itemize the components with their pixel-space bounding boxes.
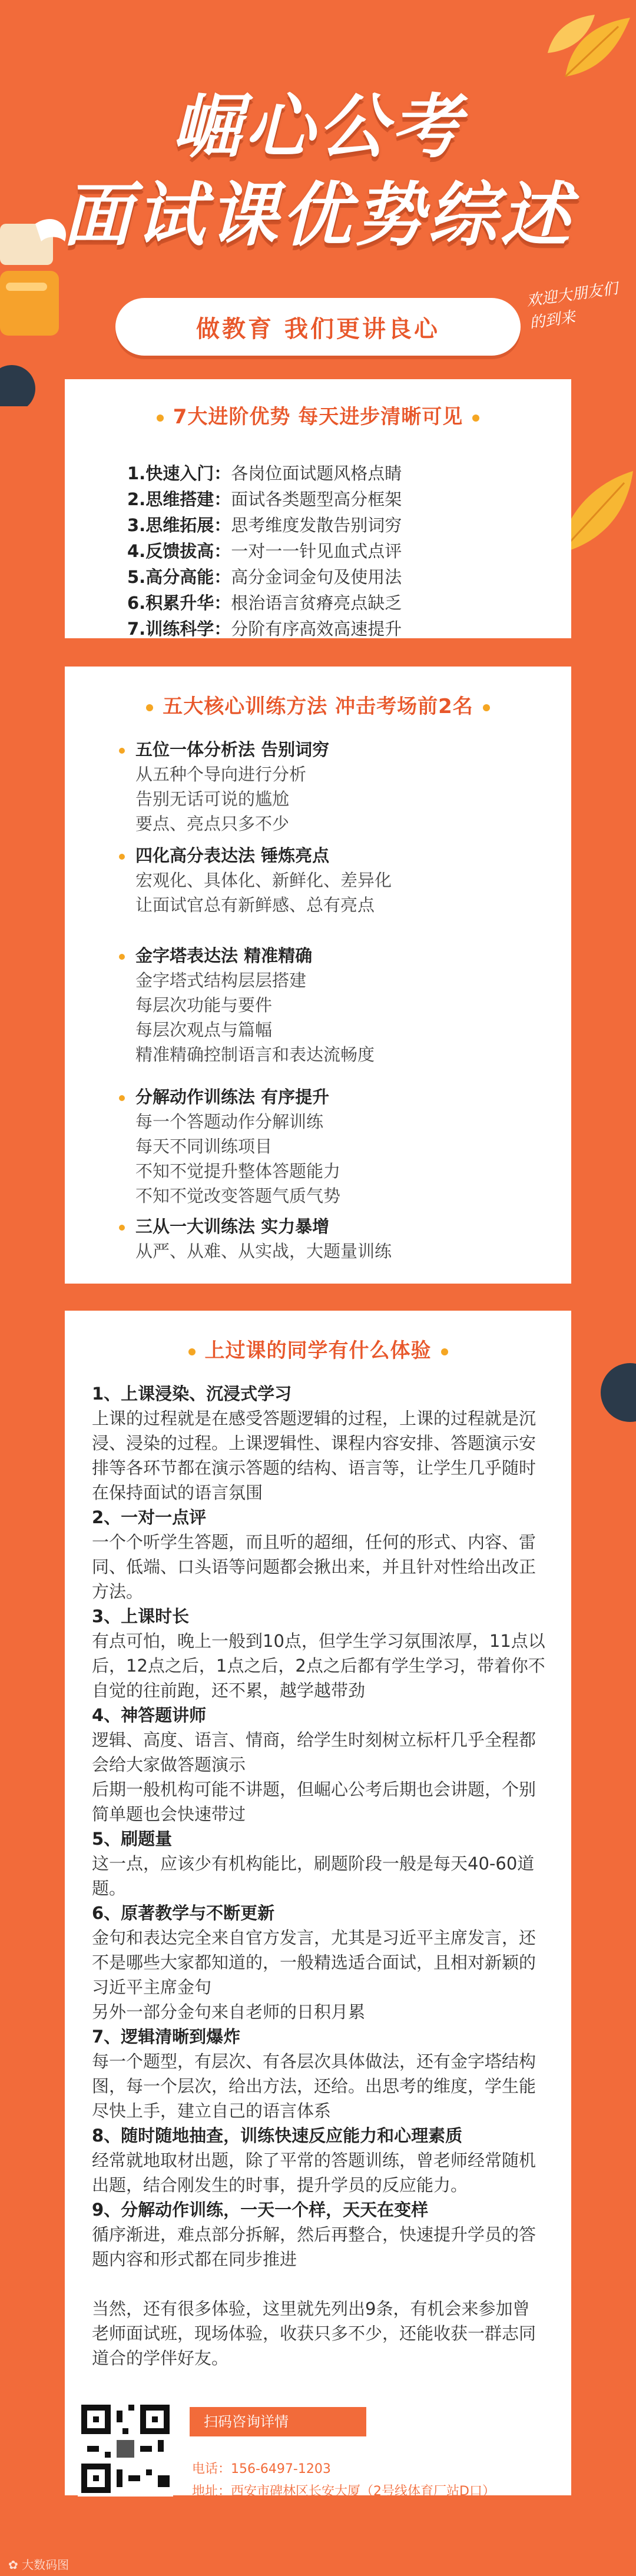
bullet-dot-icon: [119, 1225, 125, 1231]
experience-heading: 9、分解动作训练，一天一个样，天天在变样: [92, 2200, 429, 2220]
advantage-label: 5.高分高能：: [127, 567, 231, 587]
bullet-dot-icon: [119, 748, 125, 754]
experience-body: 有点可怕，晚上一般到10点，但学生学习氛围浓厚，11点以后，12点之后，1点之后，2点之后都有学生学习，带着你不自觉的往前跑，还不累，越学越带劲: [92, 1631, 545, 1700]
bullet-dot-icon: [441, 1348, 448, 1355]
method-line: 让面试官总有新鲜感、总有亮点: [135, 895, 375, 915]
experience-closing: 当然，还有很多体验，这里就先列出9条，有机会来参加曾老师面试班，现场体验，收获只多不少，还能收获一群志同道合的学伴好友。: [92, 2299, 536, 2368]
methods-card: [65, 667, 571, 1284]
advantage-item: [127, 590, 402, 616]
method-line: 金字塔式结构层层搭建: [135, 970, 307, 990]
advantage-item: [127, 486, 402, 512]
advantage-item: [127, 538, 402, 564]
watermark-logo-icon: ✿: [8, 2558, 22, 2572]
advantage-text: 思考维度发散告别词穷: [231, 515, 402, 535]
method-line: 每层次观点与篇幅: [135, 1020, 273, 1040]
qr-code-icon: [81, 2405, 170, 2493]
bullet-dot-icon: [119, 1095, 125, 1101]
bullet-dot-icon: [119, 954, 125, 960]
methods-title: 五大核心训练方法 冲击考场前2名: [65, 690, 571, 719]
advantage-item: [127, 564, 402, 590]
method-block: [135, 1085, 340, 1208]
method-line: 每一个答题动作分解训练: [135, 1112, 324, 1132]
experience-body: 经常就地取材出题，除了平常的答题训练，曾老师经常随机出题，结合刚发生的时事，提升学员的反应能力。: [92, 2150, 536, 2195]
qr-code[interactable]: [78, 2401, 173, 2497]
bullet-dot-icon: [146, 704, 153, 711]
experience-body: 上课的过程就是在感受答题逻辑的过程，上课的过程就是沉浸、浸染的过程。上课逻辑性、课程内容安排、答题演示安排等各环节都在演示答题的结构、语言等，让学生几乎随时在保持面试的语言氛围: [92, 1408, 536, 1503]
experience-heading: 6、原著教学与不断更新: [92, 1903, 275, 1923]
method-line: 不知不觉提升整体答题能力: [135, 1161, 341, 1181]
method-line: 每层次功能与要件: [135, 995, 273, 1015]
method-heading: 金字塔表达法 精准精确: [135, 943, 375, 968]
advantage-text: 高分金词金句及使用法: [231, 567, 402, 587]
experience-body: 金句和表达完全来自官方发言，尤其是习近平主席发言，还不是哪些大家都知道的，一般精选适合面试，且相对新颖的习近平主席金句: [92, 1928, 536, 1997]
advantage-item: [127, 460, 402, 486]
method-line: 告别无话可说的尴尬: [135, 789, 290, 809]
slogan-text: 做教育 我们更讲良心: [196, 315, 440, 343]
experience-body: 逻辑、高度、语言、情商，给学生时刻树立标杆几乎全程都会给大家做答题演示: [92, 1730, 536, 1775]
watermark: ✿ 大数码图: [8, 2558, 69, 2572]
advantage-label: 7.训练科学：: [127, 619, 231, 639]
sphere-decoration-icon: [595, 1360, 636, 1425]
advantage-text: 面试各类题型高分框架: [231, 489, 402, 509]
method-heading: 三从一大训练法 实力暴增: [135, 1214, 392, 1239]
method-block: [135, 943, 375, 1067]
advantage-label: 1.快速入门：: [127, 463, 231, 483]
experience-body: 循序渐进，难点部分拆解，然后再整合，快速提升学员的答题内容和形式都在同步推进: [92, 2224, 536, 2269]
experience-heading: 5、刷题量: [92, 1829, 173, 1849]
method-block: [135, 843, 392, 917]
method-line: 从五种个导向进行分析: [135, 764, 307, 784]
advantage-item: [127, 616, 402, 642]
advantage-label: 4.反馈拔高：: [127, 541, 231, 561]
advantage-label: 3.思维拓展：: [127, 515, 231, 535]
page-title-line1: 崛心公考: [171, 86, 464, 167]
slogan-banner: [115, 298, 521, 356]
experience-body: 一个个听学生答题，而且听的超细，任何的形式、内容、雷同、低端、口头语等问题都会揪出来，并且针对性给出改正方法。: [92, 1532, 536, 1602]
advantages-title: 7大进阶优势 每天进步清晰可见: [65, 400, 571, 429]
scan-consult-button[interactable]: 扫码咨询详情: [190, 2407, 366, 2436]
experience-heading: 4、神答题讲师: [92, 1705, 207, 1725]
advantages-list: [127, 460, 402, 642]
method-heading: 分解动作训练法 有序提升: [135, 1085, 340, 1109]
advantage-text: 根治语言贫瘠亮点缺乏: [231, 593, 402, 613]
method-heading: 五位一体分析法 告别词穷: [135, 737, 329, 762]
experience-heading: 7、逻辑清晰到爆炸: [92, 2027, 241, 2047]
experience-body: 这一点，应该少有机构能比，刷题阶段一般是每天40-60道题。: [92, 1854, 535, 1898]
method-line: 精准精确控制语言和表达流畅度: [135, 1045, 375, 1065]
experience-body: 每一个题型，有层次、有各层次具体做法，还有金字塔结构图，每一个层次，给出方法，还给。出思考的维度，学生能尽快上手，建立自己的语言体系: [92, 2051, 536, 2121]
experience-card: [65, 1311, 571, 2495]
bullet-dot-icon: [472, 415, 479, 422]
bullet-dot-icon: [483, 704, 490, 711]
method-block: [135, 1214, 392, 1264]
advantage-text: 一对一一针见血式点评: [231, 541, 402, 561]
method-block: [135, 737, 329, 836]
experience-title: 上过课的同学有什么体验: [65, 1334, 571, 1363]
method-heading: 四化高分表达法 锤炼亮点: [135, 843, 392, 868]
phone-text: 电话：156-6497-1203: [192, 2462, 331, 2476]
experience-body: 后期一般机构可能不讲题，但崛心公考后期也会讲题，个别简单题也会快速带过: [92, 1779, 536, 1824]
handwriting-note: 欢迎大朋友们的到来: [525, 280, 619, 333]
experience-heading: 8、随时随地抽查，训练快速反应能力和心理素质: [92, 2126, 463, 2146]
advantage-text: 各岗位面试题风格点睛: [231, 463, 402, 483]
experience-heading: 2、一对一点评: [92, 1507, 207, 1527]
advantage-item: [127, 512, 402, 538]
advantages-card: [65, 379, 571, 638]
experience-heading: 1、上课浸染、沉浸式学习: [92, 1384, 292, 1404]
advantage-label: 6.积累升华：: [127, 593, 231, 613]
advantage-text: 分阶有序高效高速提升: [231, 619, 402, 639]
method-line: 不知不觉改变答题气质气势: [135, 1186, 341, 1206]
method-line: 从严、从难、从实战，大题量训练: [135, 1241, 392, 1261]
experience-heading: 3、上课时长: [92, 1606, 190, 1626]
experience-list: [92, 1381, 545, 2371]
bullet-dot-icon: [157, 415, 164, 422]
advantage-label: 2.思维搭建：: [127, 489, 231, 509]
experience-body: 另外一部分金句来自老师的日积月累: [92, 2002, 366, 2022]
bullet-dot-icon: [188, 1348, 196, 1355]
method-line: 要点、亮点只多不少: [135, 814, 290, 834]
page-title-line2: 面试课优势综述: [62, 174, 574, 256]
method-line: 宏观化、具体化、新鲜化、差异化: [135, 870, 392, 890]
method-line: 每天不同训练项目: [135, 1136, 273, 1156]
address-text: 地址：西安市碑林区长安大厦（2号线体育厂站D口）: [192, 2484, 495, 2499]
bullet-dot-icon: [119, 854, 125, 860]
